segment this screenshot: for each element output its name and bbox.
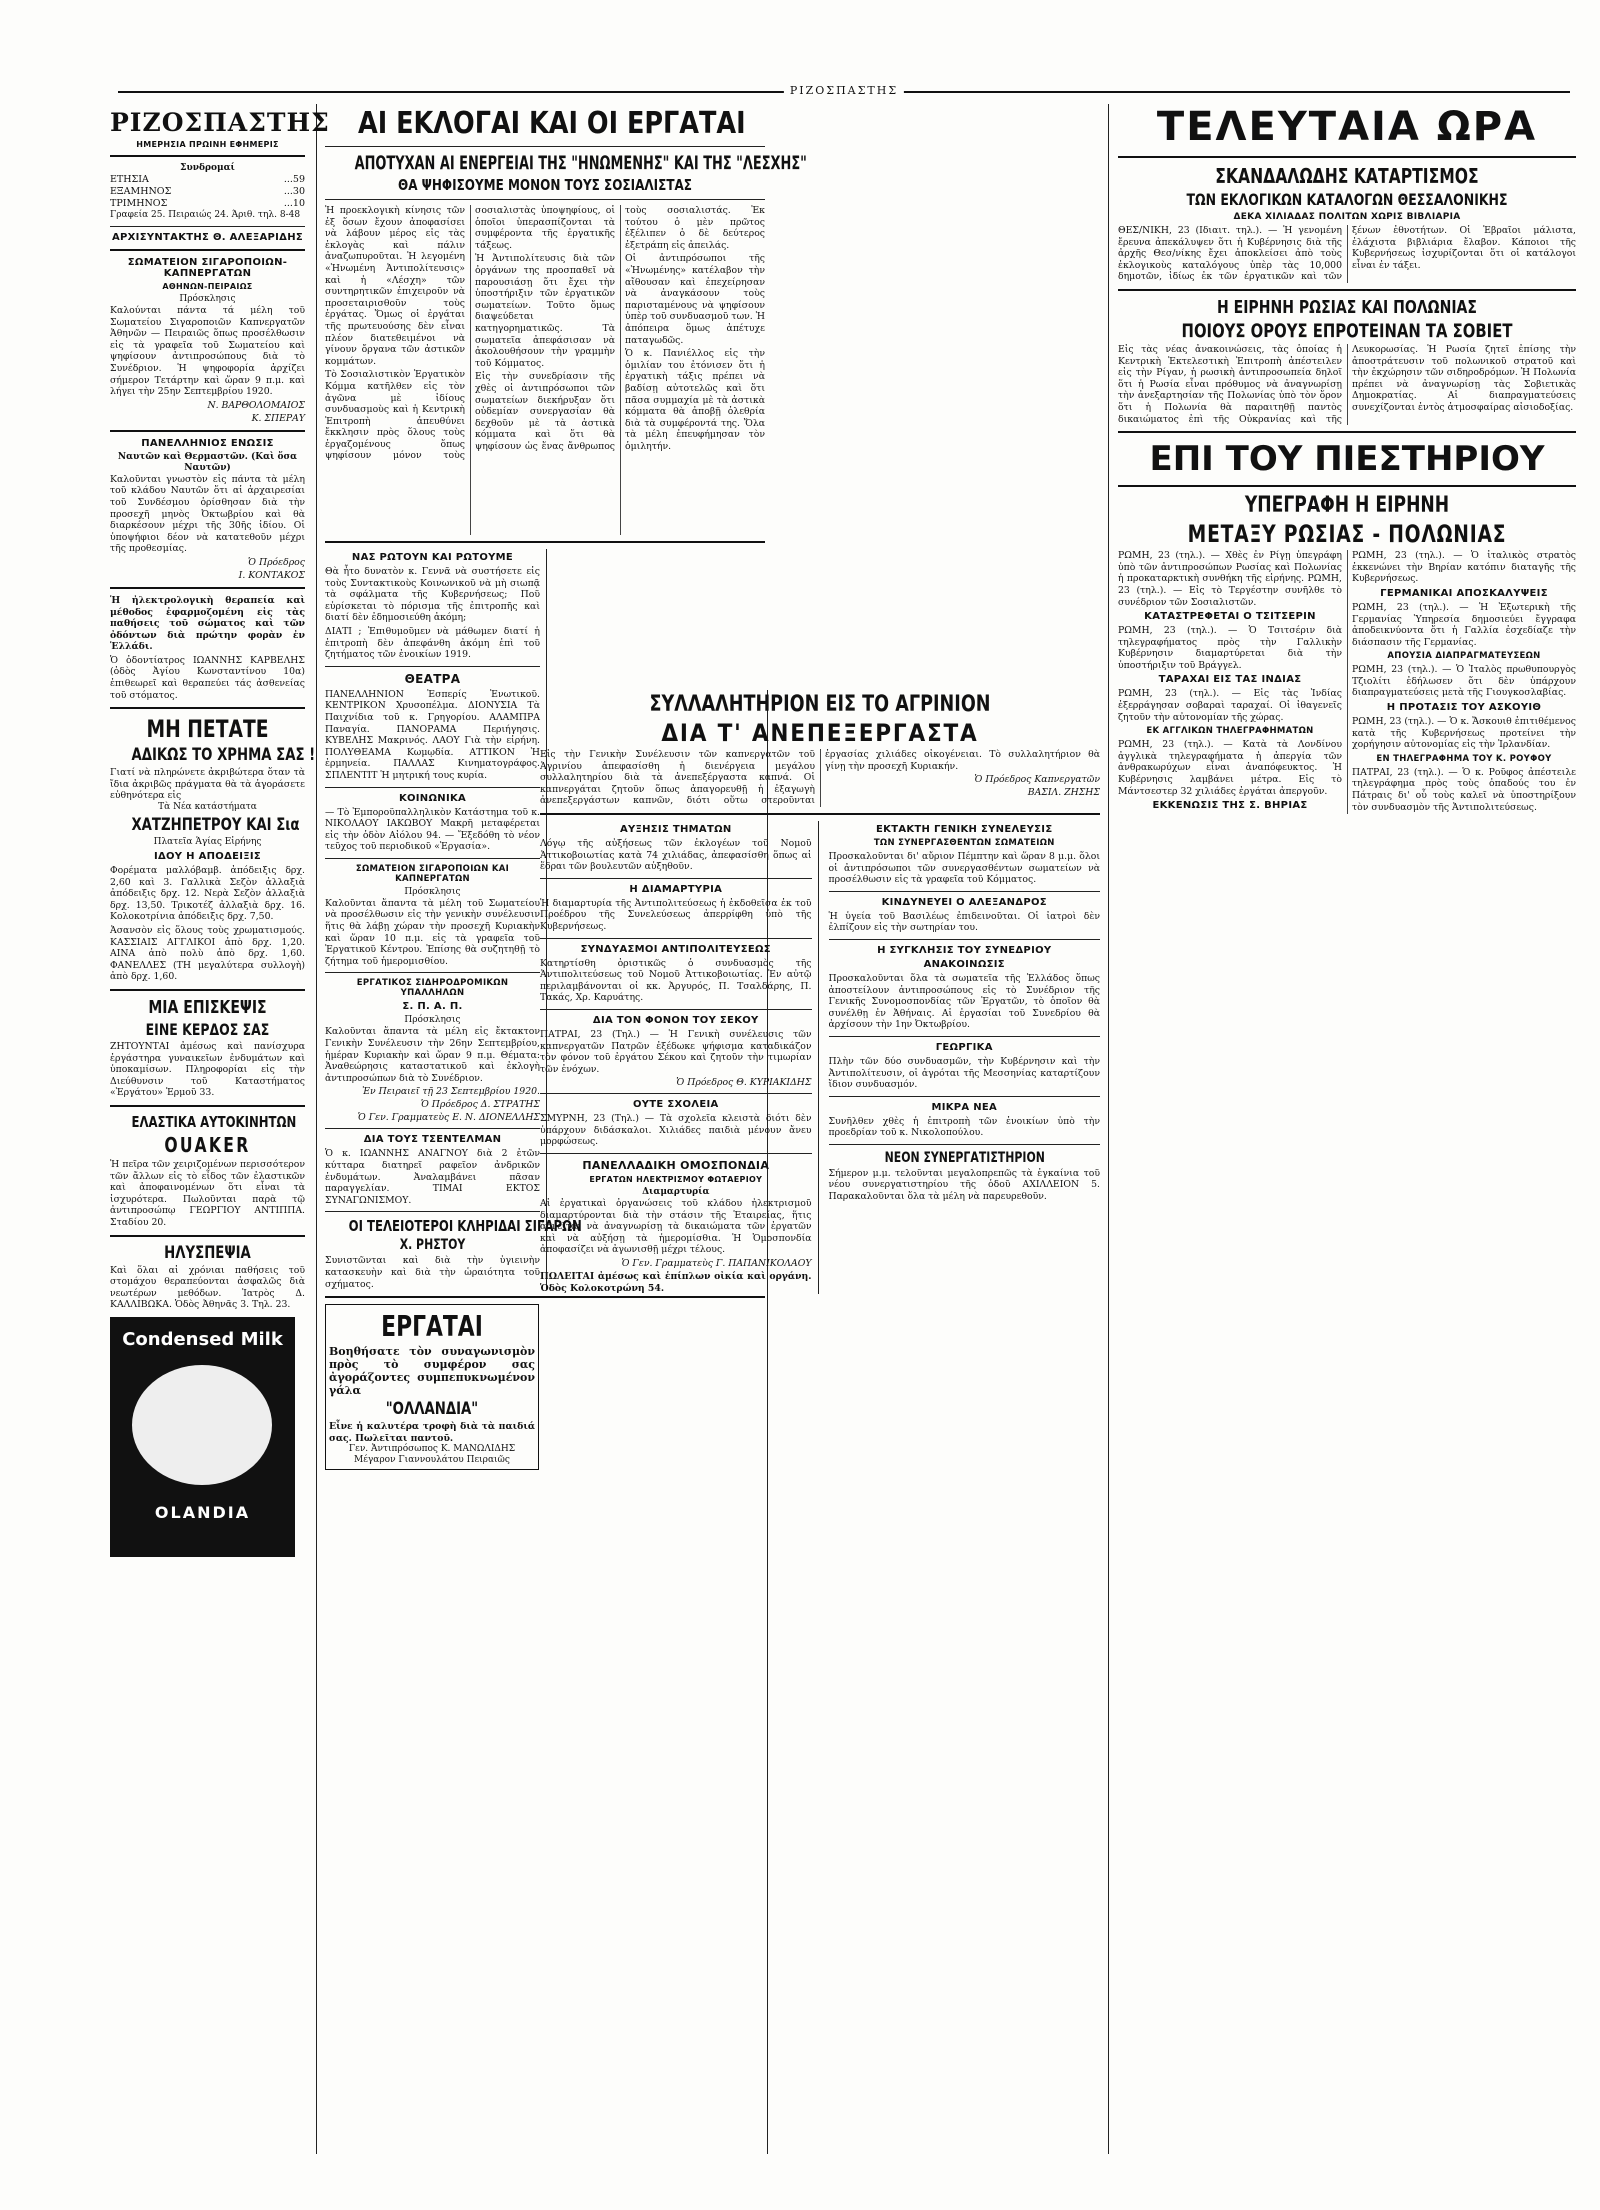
ad-body: Καὶ ὅλαι αἱ χρόνιαι παθήσεις τοῦ στομάχου θεραπεύονται ἀσφαλῶς διὰ νεωτέρων μεθόδων. Ἰατρὸς Δ. ΚΑΛΛΙΒΩΚΑ. Ὁδὸς Ἀθηνᾶς 3. Τηλ. 23. — [110, 1264, 305, 1311]
section-body: Συνῆλθεν χθὲς ἡ ἐπιτροπὴ τῶν ἐνοικίων ὑπὸ τὴν προεδρίαν τοῦ κ. Νικολοπούλου. — [828, 1115, 1100, 1139]
section-subtitle: Σ. Π. Α. Π. — [402, 1001, 463, 1013]
section-body: Αἱ ἐργατικαὶ ὀργανώσεις τοῦ κλάδου ἠλεκτρισμοῦ διαμαρτύρονται διὰ τὴν στάσιν τῆς Ἑταιρείας, ἥτις ἀρνεῖται νὰ ἀναγνωρίσῃ τὰ δικαιώματα τῶν ἐργατῶν καὶ νὰ αὐξήσῃ τὰ ἡμερομίσθια. Ἡ Ὁμοσπονδία ἀποφασίζει νὰ ἀγωνισθῇ μέχρι τέλους. — [540, 1198, 812, 1256]
ad-body: ΖΗΤΟΥΝΤΑΙ ἀμέσως καὶ πανίσχυρα ἐργάστηρα γυναικεῖων ἐνδυμάτων καὶ ὑποκαμίσων. Πληροφορίαι εἰς τὴν Διεύθυνσιν τοῦ Καταστήματος «Ἐργάτου» Ἑρμοῦ 33. — [110, 1040, 305, 1099]
notice-body: Καλοῦνται γνωστὸν εἰς πάντα τὰ μέλη τοῦ κλάδου Ναυτῶν ὅτι αἱ ἀρχαιρεσίαι τοῦ Συνδέσμου ὁρίσθησαν διὰ τὴν προσεχῆ μηνὸς Ὀκτωβρίου καὶ θὰ διαρκέσουν μέχρι τῆς 30ῆς ἰδίου. Οἱ ὑποψήφιοι δέον νὰ κατατεθοῦν μέχρι τῆς προθεσμίας. — [110, 473, 305, 555]
right-subcolumn — [829, 821, 1101, 1294]
notice-subtitle: Ναυτῶν καὶ Θερμαστῶν. (Καὶ ὅσα Ναυτῶν) — [117, 451, 298, 473]
news-body: ΡΩΜΗ, 23 (τηλ.). — Ὁ Ἰταλὸς πρωθυπουργὸς Τζιολίτι ἐδήλωσεν ὅτι δὲν ὑπάρχουν διαπραγματεύσεις μετὰ τῆς Γιουγκοσλαβίας. — [1352, 664, 1576, 699]
section-title: ΝΕΟΝ ΣΥΝΕΡΓΑΤΙΣΤΗΡΙΟΝ — [884, 1149, 1045, 1166]
section-title: ΕΡΓΑΤΙΚΟΣ ΣΙΔΗΡΟΔΡΟΜΙΚΩΝ ΥΠΑΛΛΗΛΩΝ — [356, 978, 509, 999]
divider — [110, 249, 305, 251]
section-subtitle: ΕΡΓΑΤΩΝ ΗΛΕΚΤΡΙΣΜΟΥ ΦΩΤΑΕΡΙΟΥ — [589, 1175, 763, 1185]
section-body: ΔΙΑΤΙ ; Ἐπιθυμοῦμεν νὰ μάθωμεν διατί ἡ ἐπιτροπὴ δὲν ἀπεφάνθη ἀκόμη ἐπὶ τοῦ ζητήματος τῶν ἐνοικίων 1919. — [325, 625, 540, 661]
news-body: ΡΩΜΗ, 23 (τηλ.). — Ὁ ἰταλικὸς στρατὸς ἐκκενώνει τὴν Βηρίαν κατόπιν διαταγῆς τῆς Κυβερνήσεως. — [1352, 550, 1576, 585]
article-signature: ΒΑΣΙΛ. ΖΗΣΗΣ — [1027, 787, 1100, 799]
divider — [540, 1153, 812, 1154]
news-body: ΡΩΜΗ, 23 (τηλ.). — Κατὰ τὰ Λονδίνου ἀγγλικὰ τηλεγραφήματα ἡ ἀπεργία τῶν ἀνθρακωρύχων εἶναι ἀναπόφευκτος. Ἡ Κυβέρνησις λαμβάνει μέτρα. Εἰς τὸ Μάντσεστερ 32 χιλιάδες ἐργάται ἀπεργοῦν. — [1118, 739, 1342, 797]
office-address: Γραφεία 25. Πειραιώς 24. Άριθ. τηλ. 8-48 — [110, 210, 301, 220]
last-hour-headline: ΤΕΛΕΥΤΑΙΑ ΩΡΑ — [1156, 104, 1538, 150]
divider — [110, 707, 305, 709]
divider — [540, 813, 1100, 815]
news-title: ΕΚ ΑΓΓΛΙΚΩΝ ΤΗΛΕΓΡΑΦΗΜΑΤΩΝ — [1146, 726, 1314, 737]
notice-signature: Κ. ΣΠΕΡΑΥ — [251, 412, 305, 424]
notice-subtitle: ΑΘΗΝΩΝ-ΠΕΙΡΑΙΩΣ — [162, 282, 253, 291]
section-title: ΚΙΝΔΥΝΕΥΕΙ Ο ΑΛΕΞΑΝΔΡΟΣ — [881, 896, 1047, 908]
section-title: ΔΙΑ ΤΟΥΣ ΤΣΕΝΤΕΛΜΑΝ — [363, 1134, 502, 1146]
column-3 — [540, 690, 1100, 2154]
divider — [829, 891, 1101, 892]
section-body: Σήμερον μ.μ. τελοῦνται μεγαλοπρεπῶς τὰ ἐγκαίνια τοῦ νέου συνεργατιστηρίου τῆς ὁδοῦ ΑΧΙΛΛΕΙΟΝ 5. Παρακαλοῦνται ὅλα τὰ μέλη νὰ παρευρεθοῦν. — [828, 1167, 1100, 1203]
divider — [110, 226, 305, 227]
advert-image-brand: OLANDIA — [154, 1502, 251, 1522]
column-rule — [316, 104, 317, 2154]
notice-body: Ἡ ἠλεκτρολογικὴ θεραπεία καὶ μέθοδος ἐφαρμοζομένη εἰς τὰς παθήσεις τοῦ σώματος καὶ τῶν ὀδόντων διὰ πρώτην φορὰν ἐν Ἑλλάδι. — [110, 594, 305, 653]
divider — [1118, 485, 1576, 487]
left-subcolumn — [325, 549, 582, 1290]
ad-body: Βοηθήσατε τὸν συναγωνισμὸν πρὸς τὸ συμφέρον σας ἀγοράζοντες συμπεπυκνωμένον γάλα — [329, 1345, 535, 1398]
divider — [325, 972, 540, 973]
section-headline: ΥΠΕΓΡΑΦΗ Η ΕΙΡΗΝΗ — [1244, 493, 1450, 519]
divider — [110, 587, 305, 589]
ad-title: ΟΙ ΤΕΛΕΙΟΤΕΡΟΙ ΚΛΗΡΙΔΑΙ ΣΙΓΑΡΩΝ — [348, 1217, 582, 1236]
divider — [110, 430, 305, 432]
section-body: Κατηρτίσθη ὁριστικῶς ὁ συνδυασμὸς τῆς Ἀντιπολιτεύσεως τοῦ Νομοῦ Ἀττικοβοιωτίας. Ἐν αὐτῷ περιλαμβάνονται οἱ κκ. Ἀργυρός, Π. Τσαλδάρης, Π. Τακάς, Χρ. Καρυάτης. — [540, 957, 812, 1004]
divider — [325, 787, 540, 788]
section-body: Πλὴν τῶν δύο συνδυασμῶν, τὴν Κυβέρνησιν καὶ τὴν Ἀντιπολίτευσιν, οἱ ἀγρόται τῆς Μεσσηνίας καταρτίζουν ἴδιον συνδυασμόν. — [828, 1055, 1100, 1091]
section-headline: Η ΕΙΡΗΝΗ ΡΩΣΙΑΣ ΚΑΙ ΠΟΛΩΝΙΑΣ — [1216, 296, 1478, 318]
section-title: ΜΙΚΡΑ ΝΕΑ — [931, 1101, 998, 1113]
column-1 — [110, 104, 330, 2154]
masthead-tagline: ΗΜΕΡΗΣΙΑ ΠΡΩΙΝΗ ΕΦΗΜΕΡΙΣ — [136, 140, 279, 149]
news-body: ΡΩΜΗ, 23 (τηλ.). — Ὁ Τσιτσέριν διὰ τηλεγραφήματος πρὸς τὴν Γαλλικὴν Κυβέρνησιν διαμαρτύρεται διὰ τὴν ὑποστήριξιν τοῦ Βράγγελ. — [1118, 625, 1342, 671]
article-paragraph: Ἡ Ἀντιπολίτευσις διὰ τῶν ὀργάνων της προσπαθεῖ νὰ παρουσιάσῃ ὅτι ἔχει τὴν ὑποστήριξιν τῶν ἐργατικῶν σωματείων. Τοῦτο ὅμως διαψεύδεται κατηγορηματικῶς. Τὰ σωματεῖα ἀπεφάσισαν νὰ ἀκολουθήσουν τὴν γραμμὴν τοῦ Κόμματος. — [475, 253, 615, 369]
section-body: ΣΜΥΡΝΗ, 23 (Τηλ.) — Τὰ σχολεῖα κλειστὰ διότι δὲν ὑπάρχουν διδάσκαλοι. Χιλιάδες παιδιὰ μένουν ἄνευ μορφώσεως. — [540, 1113, 812, 1148]
section-date: Ἐν Πειραιεῖ τῇ 23 Σεπτεμβρίου 1920. — [362, 1086, 540, 1098]
divider — [829, 1144, 1101, 1145]
section-title: ΟΥΤΕ ΣΧΟΛΕΙΑ — [632, 1099, 719, 1111]
news-body: ΡΩΜΗ, 23 (τηλ.). — Χθὲς ἐν Ρίγῃ ὑπεγράφη ὑπὸ τῶν ἀντιπροσώπων Ρωσίας καὶ Πολωνίας ἡ προκαταρκτικὴ συνθήκη τῆς εἰρήνης. ΡΩΜΗ, 23 (τηλ.). — Εἰς τὸ Τεργέστην συνῆλθε τὸ συνέδριον τῶν Σοσιαλιστῶν. — [1118, 550, 1342, 608]
divider — [1118, 156, 1576, 158]
section-body: — Τὸ Ἐμποροϋπαλληλικὸν Κατάστημα τοῦ κ. ΝΙΚΟΛΑΟΥ ΙΑΚΩΒΟΥ Μακρῆ μεταφέρεται εἰς τὴν ὁδὸν Αἰόλου 94. — Ἔξεδόθη τὸ νέον τεῦχος τοῦ περιοδικοῦ «Ἐργασία». — [325, 806, 540, 853]
divider — [829, 939, 1101, 940]
left-subcolumn — [540, 821, 819, 1294]
editor-in-chief: ΑΡΧΙΣΥΝΤΑΚΤΗΣ Θ. ΑΛΕΞΑΡΙΔΗΣ — [112, 232, 303, 243]
article-paragraph: Εἰς τὴν συνεδρίασιν τῆς χθὲς οἱ ἀντιπρόσωποι τῶν σωματείων διεκήρυξαν ὅτι οὐδεμίαν συνεργασίαν θὰ δεχθοῦν μὲ τὰ ἀστικὰ κόμματα καὶ ὅτι θὰ ψηφίσουν ὡς ἕνας ἄνθρωπος τοὺς σοσιαλιστάς. Ἐκ τούτου ὁ μὲν πρῶτος ἐξέλιπεν ὁ δὲ δεύτερος ἐξετράπη εἰς ἀπειλάς. — [475, 205, 765, 452]
workers-advert — [325, 1304, 539, 1470]
section-article — [1118, 344, 1576, 425]
ad-subtitle: ΕΙΝΕ ΚΕΡΔΟΣ ΣΑΣ — [145, 1019, 270, 1039]
divider — [325, 541, 765, 543]
section-signature: Ὁ Πρόεδρος Θ. ΚΥΡΙΑΚΙΔΗΣ — [676, 1077, 812, 1089]
section-body: Ἡ ὑγεία τοῦ Βασιλέως ἐπιδεινοῦται. Οἱ ἰατροὶ δὲν ἐλπίζουν εἰς τὴν σωτηρίαν του. — [828, 910, 1100, 934]
top-running-head — [118, 84, 1570, 98]
section-body: Λόγῳ τῆς αὐξήσεως τῶν ἐκλογέων τοῦ Νομοῦ Ἀττικοβοιωτίας κατὰ 74 χιλιάδας, ἀπεφασίσθη ὅπως αἱ ἕδραι τῶν βουλευτῶν αὐξηθοῦν. — [540, 837, 812, 873]
section-title: ΔΙΑ ΤΟΝ ΦΟΝΟΝ ΤΟΥ ΣΕΚΟΥ — [592, 1014, 759, 1026]
ad-brand: "ΟΛΛΑΝΔΙΑ" — [385, 1399, 479, 1420]
section-subtitle: ΤΩΝ ΣΥΝΕΡΓΑΣΘΕΝΤΩΝ ΣΩΜΑΤΕΙΩΝ — [873, 837, 1055, 848]
section-subheadline: ΜΕΤΑΞΥ ΡΩΣΙΑΣ - ΠΟΛΩΝΙΑΣ — [1187, 520, 1507, 549]
ad-list: Φορέματα μαλλόβαμβ. ἀπόδειξις δρχ. 2,60 καὶ 3. Γαλλικὰ Σεζὸν ἀλλαξιὰ ἀπόδειξις δρχ. 12. Νερὰ Σεζὸν ἀλλαξιὰ δρχ. 13,50. Τρικοτέζ ἀλλαξιὰ δρχ. 16. Κολοκοτρίνια ἀπόδειξις δρχ. 7,50. — [110, 865, 305, 923]
ad-address: Μέγαρον Γιαννουλάτου Πειραιῶς — [354, 1455, 510, 1466]
divider — [1118, 289, 1576, 291]
ad-list-title: ΙΔΟΥ Η ΑΠΟΔΕΙΞΙΣ — [153, 851, 262, 863]
section-article — [1118, 225, 1576, 283]
running-paper-name: ΡΙΖΟΣΠΑΣΤΗΣ — [784, 84, 904, 97]
ad-firm-name: ΧΑΤΖΗΠΕΤΡΟΥ ΚΑΙ Σια — [131, 815, 300, 836]
divider — [540, 1093, 812, 1094]
notice-title: ΣΩΜΑΤΕΙΟΝ ΣΙΓΑΡΟΠΟΙΩΝ-ΚΑΠΝΕΡΓΑΤΩΝ — [127, 257, 288, 279]
news-title: ΕΝ ΤΗΛΕΓΡΑΦΗΜΑ ΤΟΥ Κ. ΡΟΥΦΟΥ — [1376, 753, 1552, 764]
ad-body: Ἡ πεῖρα τῶν χειριζομένων περισσότερον τῶν ἄλλων εἰς τὸ εἶδος τῶν ἐλαστικῶν καὶ ἀποφαινομένων ὅτι εἶναι τὰ ἰσχυρότερα. Πωλοῦνται παρὰ τῷ ἀντιπροσώπῳ ΓΕΩΡΓΙΟΥ ΑΝΤΙΠΠΑ. Σταδίου 20. — [110, 1158, 305, 1228]
subscription-row: ΤΡΙΜΗΝΟΣ ...10 — [110, 198, 305, 209]
section-headline: ΣΥΛΛΑΛΗΤΗΡΙΟΝ ΕΙΣ ΤΟ ΑΓΡΙΝΙΟΝ — [649, 692, 991, 717]
main-kicker: ΘΑ ΨΗΦΙΣΟΥΜΕ ΜΟΝΟΝ ΤΟΥΣ ΣΟΣΙΑΛΙΣΤΑΣ — [398, 176, 692, 194]
divider — [1118, 431, 1576, 433]
section-title: ΓΕΩΡΓΙΚΑ — [935, 1041, 993, 1053]
section-body: ΠΑΝΕΛΛΗΝΙΟΝ Ἐσπερίς Ἐνωτικοῦ. ΚΕΝΤΡΙΚΟΝ Χρυσοπέλμα. ΔΙΟΝΥΣΙΑ Τὰ Παιχνίδια τοῦ κ. Γρηγορίου. ΑΛΑΜΠΡΑ Παναγία. ΠΑΝΟΡΑΜΑ Περιήγησις. ΚΥΒΕΛΗΣ Μακρινός. ΛΑΟΥ Γιὰ τὴν εἰρήνη. ΠΟΛΥΘΕΑΜΑ Κωμῳδία. ΑΤΤΙΚΟΝ Ἡ ἑρμηνεία. ΠΑΛΛΑΣ Κινηματογράφος. ΣΠΛΕΝΤΙΤ Ἡ μητρική τους κυρία. — [325, 688, 540, 781]
article-paragraph: ΘΕΣ/ΝΙΚΗ, 23 (Ιδιαιτ. τηλ.). — Ἡ γενομένη ἔρευνα ἀπεκάλυψεν ὅτι ἡ Κυβέρνησις διὰ τῆς ἀρχῆς Θεσ/νίκης ἔχει ἀποκλείσει ἀπὸ τοὺς ἐκλογικοὺς καταλόγους ὑπὲρ τὰς 10,000 δημοτῶν, ἰδίως ἐκ τῶν ἐργατικῶν καὶ τῶν ξένων ἐθνοτήτων. Οἱ Ἑβραῖοι μάλιστα, ἐλάχιστα βιβλιάρια ἔλαβον. Κάποιοι τῆς Κυβερνήσεως ἰσχυρίζονται ὅτι οἱ κατάλογοι εἶναι ἐν τάξει. — [1118, 225, 1576, 283]
ad-title: ΗΛΥΣΠΕΨΙΑ — [164, 1242, 251, 1263]
section-label: Πρόσκλησις — [404, 1015, 461, 1026]
divider — [325, 199, 765, 200]
lead-article — [325, 205, 765, 535]
section-title: ΣΥΝΔΥΑΣΜΟΙ ΑΝΤΙΠΟΛΙΤΕΥΣΕΩΣ — [580, 943, 771, 955]
milk-can-icon — [132, 1365, 272, 1485]
section-subheadline: ΔΙΑ Τ' ΑΝΕΠΕΞΕΡΓΑΣΤΑ — [661, 719, 979, 747]
divider — [540, 1009, 812, 1010]
notice-label: Πρόσκλησις — [179, 294, 236, 304]
section-body: Προσκαλοῦνται ὅλα τὰ σωματεῖα τῆς Ἑλλάδος ὅπως ἀποστείλουν ἀντιπροσώπους εἰς τὸ Συνέδριον τῆς Γενικῆς Συνομοσπονδίας τῶν Ἐργατῶν, τὸ ὁποῖον θὰ συνέλθῃ ἐν Ἀθήναις. Αἱ ἐργασίαι τοῦ Συνεδρίου θὰ ἀρχίσουν τὴν 1ην Ὀκτωβρίου. — [828, 972, 1100, 1031]
subscription-row: ΕΤΗΣΙΑ ...59 — [110, 174, 305, 185]
section-label: Πρόσκλησις — [404, 886, 461, 897]
divider — [540, 938, 812, 939]
section-body: ΠΑΤΡΑΙ, 23 (Τηλ.) — Ἡ Γενικὴ συνέλευσις τῶν καπνεργατῶν Πατρῶν ἐξέδωκε ψήφισμα καταδικάζον τὸν φόνον τοῦ ἐργάτου Σέκου καὶ ζητοῦν τὴν τιμωρίαν τῶν ἐνόχων. — [540, 1028, 812, 1075]
main-headline: ΑΙ ΕΚΛΟΓΑΙ ΚΑΙ ΟΙ ΕΡΓΑΤΑΙ — [358, 106, 746, 141]
section-title: ΠΑΝΕΛΛΑΔΙΚΗ ΟΜΟΣΠΟΝΔΙΑ — [582, 1159, 770, 1173]
ad-line: Τὰ Νέα κατάστήματα — [158, 802, 257, 813]
section-headline: ΣΚΑΝΔΑΛΩΔΗΣ ΚΑΤΑΡΤΙΣΜΟΣ — [1215, 164, 1479, 188]
section-title: ΘΕΑΤΡΑ — [404, 671, 461, 686]
section-body: Ὁ κ. ΙΩΑΝΝΗΣ ΑΝΑΓΝΟΥ διὰ 2 ἐτῶν κύτταρα διατηρεῖ ραφεῖον ἀνδρικῶν ἐνδυμάτων. Ἀναλαμβάνει πᾶσαν παραγγελίαν. ΤΙΜΑΙ ΕΚΤΟΣ ΣΥΝΑΓΩΝΙΣΜΟΥ. — [325, 1148, 540, 1206]
section-subheadline: ΤΩΝ ΕΚΛΟΓΙΚΩΝ ΚΑΤΑΛΟΓΩΝ ΘΕΣΣΑΛΟΝΙΚΗΣ — [1186, 190, 1508, 209]
ad-body: Συνιστῶνται καὶ διὰ τὴν ὑγιεινὴν κατασκευὴν καὶ διὰ τὴν ὡραιότητα τοῦ σχήματος. — [325, 1255, 540, 1290]
milk-can-advert-image — [110, 1317, 295, 1557]
news-body: ΡΩΜΗ, 23 (τηλ.). — Ἡ Ἐξωτερικὴ τῆς Γερμανίας Ὑπηρεσία δημοσιεύει ἔγγραφα ἀποδεικνύοντα ὅτι ἡ Γαλλία ἐσχεδίαζε τὴν διάσπασιν τῆς Γερμανίας. — [1352, 601, 1576, 648]
stop-press-headline: ΕΠΙ ΤΟΥ ΠΙΕΣΤΗΡΙΟΥ — [1149, 439, 1545, 480]
section-title: ΚΟΙΝΩΝΙΚΑ — [398, 792, 467, 804]
ad-subtitle: Χ. ΡΗΣΤΟΥ — [399, 1237, 466, 1254]
news-title: Η ΠΡΟΤΑΣΙΣ ΤΟΥ ΑΣΚΟΥΙΘ — [1386, 702, 1542, 714]
ad-body: Ἀσανσὸν εἰς ὅλους τοὺς χρωματισμούς. ΚΑΣΣΙΑΙΣ ΑΓΓΛΙΚΟΙ ἀπὸ δρχ. 1,20. ΑΙΝΑ ἀπὸ πολὺ ἀπὸ δρχ. 1,60. ΦΑΝΕΛΛΕΣ (ΤΗ μεγαλύτερα συλλογὴ) ἀπὸ δρχ. 1,60. — [110, 925, 305, 983]
news-title: ΑΠΟΥΣΙΑ ΔΙΑΠΡΑΓΜΑΤΕΥΣΕΩΝ — [1387, 651, 1541, 662]
article-paragraph: Τὸ Σοσιαλιστικὸν Ἐργατικὸν Κόμμα κατῆλθεν εἰς τὸν ἀγῶνα μὲ ἰδίους συνδυασμοὺς καὶ ἡ Κεντρικὴ Ἐπιτροπὴ ἀπευθύνει ἔκκλησιν πρὸς ὅλους τοὺς ἐργαζομένους ὅπως ψηφίσουν μόνον τοὺς σοσιαλιστὰς ὑποψηφίους, οἱ ὁποῖοι ὑπερασπίζονται τὰ συμφέροντα τῆς ἐργατικῆς τάξεως. — [325, 205, 615, 462]
divider — [829, 1036, 1101, 1037]
section-kicker: ΔΕΚΑ ΧΙΛΙΑΔΑΣ ΠΟΛΙΤΩΝ ΧΩΡΙΣ ΒΙΒΛΙΑΡΙΑ — [1233, 212, 1461, 222]
divider — [540, 878, 812, 879]
article-paragraph: Εἰς τὰς νέας ἀνακοινώσεις, τὰς ὁποίας ἡ Κεντρικὴ Ἐκτελεστικὴ Ἐπιτροπὴ ἀπέστειλεν εἰς τὴν Ρίγαν, ἡ ρωσικὴ ἀντιπροσωπεία δηλοῖ ὅτι ἡ Ρωσία εἶναι πρόθυμος νὰ ἀναγνωρίσῃ τὴν ἀνεξαρτησίαν τῆς Πολωνίας ὑπὸ τὸν ὅρον ὅτι ἡ Πολωνία θὰ παραιτηθῇ παντὸς δικαιώματος ἐπὶ τῆς Οὐκρανίας καὶ τῆς Λευκορωσίας. Ἡ Ρωσία ζητεῖ ἐπίσης τὴν ἀποστράτευσιν τοῦ πολωνικοῦ στρατοῦ καὶ τὴν ἐκχώρησιν τῶν σιδηροδρόμων. Ἡ Πολωνία πρέπει νὰ ἀναγνωρίσῃ τὰς Σοβιετικὰς Δημοκρατίας. Αἱ διαπραγματεύσεις συνεχίζονται ἐντὸς ἀτμοσφαίρας αἰσιοδοξίας. — [1118, 343, 1576, 425]
divider — [829, 1096, 1101, 1097]
section-body: Ἡ διαμαρτυρία τῆς Ἀντιπολιτεύσεως ἡ ἐκδοθεῖσα ἐκ τοῦ Προέδρου τῆς Συνελεύσεως ἀπερρίφθη ὑπὸ τῆς Κυβερνήσεως. — [540, 897, 812, 932]
ad-title: ΜΙΑ ΕΠΙΣΚΕΨΙΣ — [148, 996, 267, 1018]
divider — [325, 666, 540, 667]
ad-title: ΕΛΑΣΤΙΚΑ ΑΥΤΟΚΙΝΗΤΩΝ — [131, 1112, 297, 1131]
column-4 — [1118, 104, 1576, 2154]
ad-body: Γιατί νὰ πληρώνετε ἀκριβώτερα ὅταν τὰ ἴδια ἀκριβῶς πράγματα θὰ τὰ ἀγοράσετε εὐθηνότερα εἰς — [110, 767, 305, 802]
notice-body: Ὁ ὀδοντίατρος ΙΩΑΝΝΗΣ ΚΑΡΒΕΛΗΣ (ὁδὸς Ἀγίου Κωνσταντίνου 10α) ἐπιθεωρεῖ καὶ θεραπεύει τάς ἀσθενείας τοῦ στόματος. — [110, 654, 305, 701]
masthead: ΡΙΖΟΣΠΑΣΤΗΣ — [110, 108, 330, 137]
notice-title: ΠΑΝΕΛΛΗΝΙΟΣ ΕΝΩΣΙΣ — [141, 437, 274, 449]
article-signature: Ὁ Πρόεδρος Καπνεργατῶν — [974, 774, 1100, 786]
news-body: ΠΑΤΡΑΙ, 23 (τηλ.). — Ὁ κ. Ροῦφος ἀπέστειλε τηλεγράφημα πρὸς τοὺς ὀπαδούς του ἐν Πάτραις δι' οὗ τοὺς καλεῖ νὰ ὑποστηρίξουν τὸν συνδυασμὸν τῆς Ἀντιπολιτεύσεως. — [1352, 766, 1576, 813]
divider — [110, 155, 305, 157]
section-title: Η ΔΙΑΜΑΡΤΥΡΙΑ — [629, 883, 723, 895]
section-subtitle: ΑΝΑΚΟΙΝΩΣΙΣ — [923, 958, 1005, 970]
divider — [325, 1211, 540, 1212]
notice-body: Καλούνται πάντα τά μέλη τοῦ Σωματείου Σιγαροποιῶν Καπνεργατῶν Ἀθηνῶν — Πειραιῶς ὅπως προσέλθωσιν εἰς τὰ γραφεῖα τοῦ Σωματείου καὶ ψηφίσουν ἀντιπροσώπους διὰ τὸ Συνέδριον. Ἡ ψηφοφορία ἀρχίζει σήμερον Τετάρτην καὶ ὥραν 9 π.μ. καὶ λήγει τὴν 25ην Σεπτεμβρίου 1920. — [110, 305, 305, 398]
news-columns — [1118, 550, 1576, 814]
column-rule — [1108, 104, 1109, 2154]
section-title: ΑΥΞΗΣΙΣ ΤΗΜΑΤΩΝ — [619, 823, 732, 835]
news-title: ΤΑΡΑΧΑΙ ΕΙΣ ΤΑΣ ΙΝΔΙΑΣ — [1158, 674, 1302, 686]
article-paragraph: Οἱ ἀντιπρόσωποι τῆς «Ἡνωμένης» κατέλαβον τὴν αἴθουσαν καὶ ἐπεχείρησαν νὰ ἀναγκάσουν τοὺς παρισταμένους νὰ ψηφίσουν ὑπὲρ τοῦ συνδυασμοῦ των. Ἡ ἀπόπειρα ὅμως ἀπέτυχε παταγωδῶς. — [625, 253, 765, 346]
notice-signature: Ὁ Πρόεδρος — [248, 556, 305, 568]
section-body: Θὰ ἦτο δυνατὸν κ. Γεννᾶ νὰ συστήσετε εἰς τοὺς Συντακτικοὺς Κοινωνικοῦ νὰ μὴ σιωπᾷ τὰ σφάλματα τῆς Κυβερνήσεως; Ποῦ εὑρίσκεται τὸ πόρισμα τῆς ἐπιτροπῆς καὶ διατί δὲν ἐδημοσιεύθη ἀκόμη; — [325, 566, 540, 624]
section-signature: Ὁ Πρόεδρος Δ. ΣΤΡΑΤΗΣ — [420, 1099, 540, 1111]
advert-image-label: Condensed Milk — [122, 1328, 283, 1350]
divider — [325, 146, 765, 147]
ad-body: Εἶνε ἡ καλυτέρα τροφὴ διὰ τὰ παιδιά σας. Πωλεῖται παντοῦ. — [329, 1421, 535, 1444]
news-body: ΡΩΜΗ, 23 (τηλ.). — Ὁ κ. Ἄσκουιθ ἐπιτιθέμενος κατὰ τῆς Κυβερνήσεως προτείνει τὴν χορήγησιν αὐτονομίας εἰς τὴν Ἰρλανδίαν. — [1352, 716, 1576, 751]
section-label: Διαμαρτυρία — [642, 1187, 710, 1198]
section-title: Η ΣΥΓΚΛΗΣΙΣ ΤΟΥ ΣΥΝΕΔΡΙΟΥ — [877, 944, 1052, 956]
divider — [325, 858, 540, 859]
section-title: ΣΩΜΑΤΕΙΟΝ ΣΙΓΑΡΟΠΟΙΩΝ ΚΑΙ ΚΑΠΝΕΡΓΑΤΩΝ — [355, 863, 510, 884]
divider — [110, 1105, 305, 1107]
ad-title: ΕΡΓΑΤΑΙ — [381, 1310, 483, 1344]
news-body: ΡΩΜΗ, 23 (τηλ.). — Εἰς τὰς Ἰνδίας ἐξερράγησαν σοβαραὶ ταραχαί. Οἱ ἰθαγενεῖς ζητοῦν τὴν αὐτονομίαν τῆς χώρας. — [1118, 688, 1342, 723]
section-title: ΕΚΤΑΚΤΗ ΓΕΝΙΚΗ ΣΥΝΕΛΕΥΣΙΣ — [876, 823, 1053, 835]
subscriptions-title: Συνδρομαί — [180, 163, 235, 173]
section-title: ΝΑΣ ΡΩΤΟΥΝ ΚΑΙ ΡΩΤΟΥΜΕ — [351, 552, 514, 563]
news-title: ΚΑΤΑΣΤΡΕΦΕΤΑΙ Ο ΤΣΙΤΣΕΡΙΝ — [1144, 611, 1316, 623]
news-title: ΕΚΚΕΝΩΣΙΣ ΤΗΣ Σ. ΒΗΡΙΑΣ — [1152, 800, 1308, 812]
ad-subtitle: ΑΔΙΚΩΣ ΤΟ ΧΡΗΜΑ ΣΑΣ ! — [131, 745, 316, 766]
news-title: ΓΕΡΜΑΝΙΚΑΙ ΑΠΟΣΚΑΛΥΨΕΙΣ — [1380, 587, 1548, 599]
divider — [110, 989, 305, 991]
notice-signature: Ν. ΒΑΡΘΟΛΟΜΑΙΟΣ — [207, 399, 305, 411]
ad-title: ΜΗ ΠΕΤΑΤΕ — [146, 715, 269, 744]
article-paragraph: Ἡ προεκλογικὴ κίνησις τῶν ἐξ ὅσων ἔχουν ἀποφασίσει νὰ λάβουν μέρος εἰς τὰς ἐκλογὰς καὶ πάλιν ἀναζωπυροῦται. Ἡ λεγομένη «Ἡνωμένη Ἀντιπολίτευσις» καὶ ἡ «Λέσχη» τῶν συντηρητικῶν ἐπιχειροῦν νὰ προσεταιρισθοῦν τοὺς ἐργάτας. Ὅμως οἱ ἐργάται τῆς πρωτευούσης δὲν εἶναι πλέον διατεθειμένοι νὰ γίνουν ὄργανα τῶν ἀστικῶν κομμάτων. — [325, 205, 465, 367]
subscription-row: ΕΞΑΜΗΝΟΣ ...30 — [110, 186, 305, 197]
article-paragraph: Ὁ κ. Πανιέλλος εἰς τὴν ὁμιλίαν του ἐτόνισεν ὅτι ἡ ἐργατικὴ τάξις πρέπει νὰ βαδίσῃ αὐτοτελῶς καὶ ὅτι πᾶσα συμμαχία μὲ τὰ ἀστικὰ κόμματα θὰ ἀποβῇ ὀλεθρία διὰ τὰ συμφέροντά της. Ὅλα τὰ μέλη ἐπευφήμησαν τὸν ὁμιλητήν. — [625, 348, 765, 452]
ad-address: Πλατεῖα Ἁγίας Εἰρήνης — [153, 837, 262, 848]
section-signature: Ὁ Γεν. Γραμματεὺς Ε. Ν. ΔΙΟΝΕΛΛΗΣ — [357, 1112, 540, 1124]
section-subheadline: ΠΟΙΟΥΣ ΟΡΟΥΣ ΕΠΡΟΤΕΙΝΑΝ ΤΑ ΣΟΒΙΕΤ — [1181, 319, 1513, 342]
section-body: Προσκαλοῦνται δι' αὔριον Πέμπτην καὶ ὥραν 8 μ.μ. ὅλοι οἱ ἀντιπρόσωποι τῶν συνεργασθέντων σωματείων νὰ προσέλθωσιν εἰς τὰ γραφεῖα τοῦ Κόμματος. — [828, 850, 1100, 886]
section-signature: Ὁ Γεν. Γραμματεὺς Γ. ΠΑΠΑΝΙΚΟΛΑΟΥ — [621, 1258, 812, 1270]
rally-article — [540, 749, 1100, 807]
section-body: Καλοῦνται ἅπαντα τὰ μέλη τοῦ Σωματείου νὰ προσέλθωσιν εἰς τὴν γενικὴν συνέλευσιν ἥτις θὰ λάβῃ χώραν τὴν προσεχῆ Κυριακὴν καὶ ὥραν 10 π.μ. εἰς τὰ γραφεῖα τοῦ Ἐργατικοῦ Κέντρου. Ἐπίσης θὰ συζητηθῇ τὸ ζήτημα τοῦ ἡμερομισθίου. — [325, 897, 540, 967]
main-subheadline: ΑΠΟΤΥΧΑΝ ΑΙ ΕΝΕΡΓΕΙΑΙ ΤΗΣ "ΗΝΩΜΕΝΗΣ" ΚΑΙ ΤΗΣ "ΛΕΣΧΗΣ" — [354, 152, 807, 174]
divider — [110, 1235, 305, 1237]
article-paragraph: Εἰς τὴν Γενικὴν Συνέλευσιν τῶν καπνεργατῶν τοῦ Ἀγρινίου ἀπεφασίσθη ἡ διενέργεια μεγάλου συλλαλητηρίου διὰ τὰ ἀνεπεξέργαστα καπνά. Οἱ καπνεργάται ζητοῦν ὅπως ἀπαγορευθῇ ἡ ἐξαγωγὴ ἀνεπεξεργάστων καπνῶν, διότι οὕτω στεροῦνται ἐργασίας χιλιάδες οἰκογένειαι. Τὸ συλλαλητήριον θὰ γίνῃ τὴν προσεχῆ Κυριακήν. — [540, 749, 1100, 807]
notice-signature: Ι. ΚΟΝΤΑΚΟΣ — [238, 569, 305, 581]
section-body: Καλοῦνται ἅπαντα τὰ μέλη εἰς ἔκτακτον Γενικὴν Συνέλευσιν τὴν 26ην Σεπτεμβρίου, ἡμέραν Κυριακὴν καὶ ὥραν 9 π.μ. Θέματα: Ἀναθεώρησις καταστατικοῦ καὶ ἐκλογὴ ἀντιπροσώπων διὰ τὸ Συνέδριον. — [325, 1026, 540, 1084]
ad-brand: OUAKER — [164, 1132, 251, 1157]
section-body: ΠΩΛΕΙΤΑΙ ἀμέσως καὶ ἑπίπλων οἰκία καὶ οργάνη. Ὁδὸς Κολοκοτρώνη 54. — [540, 1271, 812, 1294]
divider — [325, 1128, 540, 1129]
ad-agent: Γεν. Ἀντιπρόσωπος Κ. ΜΑΝΩΛΙΔΗΣ — [348, 1444, 516, 1455]
